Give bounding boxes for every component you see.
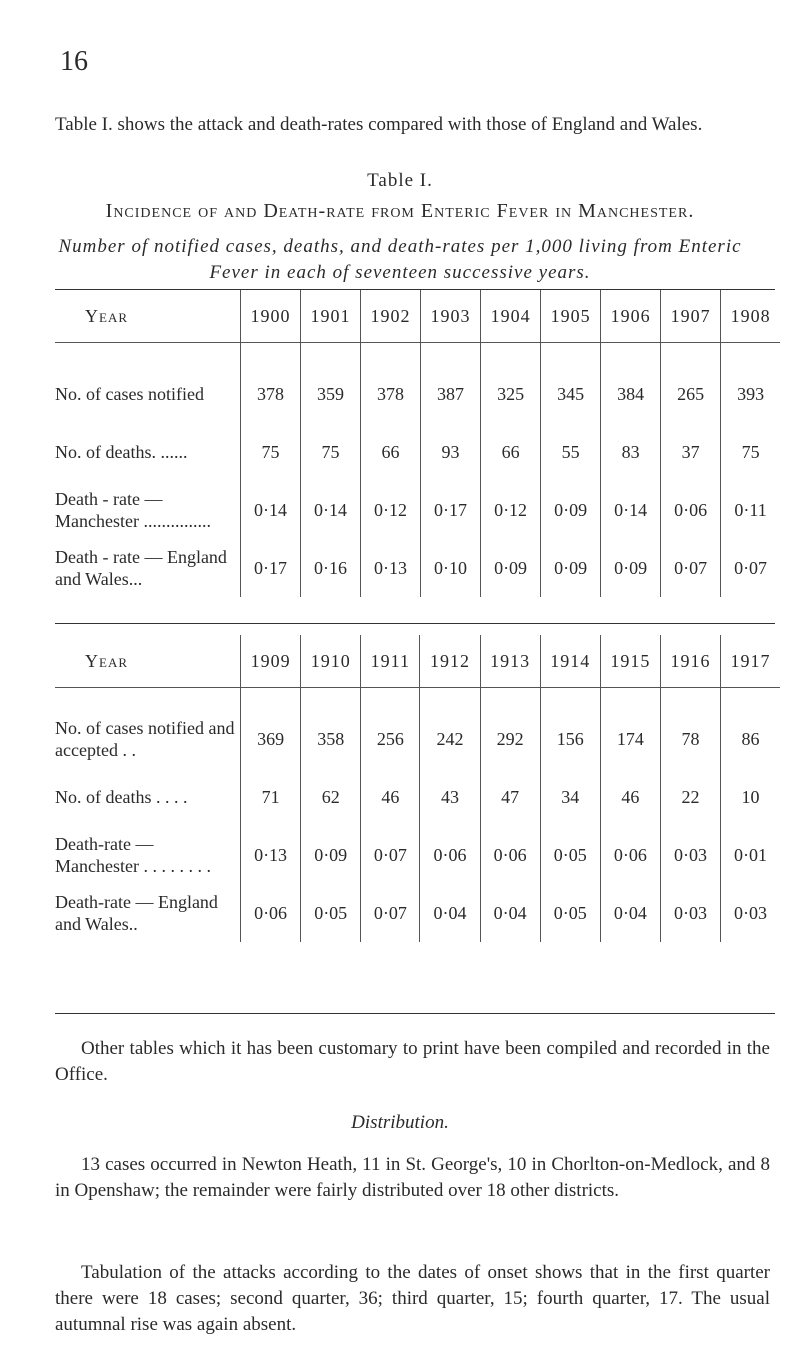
year-column: 1906 [601,290,661,343]
table-cell: 0·05 [540,826,600,884]
distribution-heading: Distribution. [351,1112,449,1133]
row-label: Death-rate — England and Wales.. [55,892,218,934]
table-cell: 62 [301,768,361,826]
table-cell: 358 [301,688,361,769]
table-cell: 0·04 [420,884,480,942]
table-cell: 47 [480,768,540,826]
table-cell: 0·07 [661,539,721,597]
table-cell: 0·14 [241,481,301,539]
table-cell: 75 [721,423,780,481]
table-cell: 0·03 [660,884,720,942]
table-cell: 37 [661,423,721,481]
table-row [55,768,780,826]
table-cell: 0·13 [361,539,421,597]
table-cell: 384 [601,343,661,424]
year-column: 1915 [600,635,660,688]
row-label: Death - rate — Manchester ............... [55,489,211,531]
table-row [55,343,780,424]
year-column: 1908 [721,290,780,343]
table-cell: 242 [420,688,480,769]
table-cell: 387 [421,343,481,424]
table-cell: 43 [420,768,480,826]
table-cell: 0·12 [481,481,541,539]
table-row [55,481,780,539]
table-cell: 0·12 [361,481,421,539]
table-cell: 0·03 [721,884,780,942]
table-cell: 46 [600,768,660,826]
table-cell: 93 [421,423,481,481]
table-cell: 0·14 [301,481,361,539]
table-cell: 0·09 [541,539,601,597]
table-row [55,826,780,884]
table-cell: 66 [481,423,541,481]
year-column: 1900 [241,290,301,343]
row-label: No. of deaths . . . . [55,787,188,807]
table-divider-rule [55,623,775,624]
year-column: 1917 [721,635,780,688]
table-cell: 0·06 [600,826,660,884]
table-subheading: Number of notified cases, deaths, and death-rates per 1,000 living from Enteric Fever in each of seventeen successive years. [58,236,742,283]
year-column: 1905 [541,290,601,343]
table-cell: 0·06 [420,826,480,884]
table-cell: 325 [481,343,541,424]
table-cell: 0·07 [361,826,420,884]
table-row [55,688,780,769]
year-column: 1913 [480,635,540,688]
year-column: 1903 [421,290,481,343]
table-header-row [55,290,780,343]
year-column: 1912 [420,635,480,688]
paragraph-distribution: 13 cases occurred in Newton Heath, 11 in St. George's, 10 in Chorlton-on-Medlock, and 8 in Openshaw; the remainder were fairly distributed over 18 other districts. [55,1154,770,1201]
table-cell: 55 [541,423,601,481]
table-cell: 78 [660,688,720,769]
table-cell: 292 [480,688,540,769]
table-cell: 71 [241,768,301,826]
table-cell: 378 [361,343,421,424]
table-cell: 75 [241,423,301,481]
intro-paragraph: Table I. shows the attack and death-rates compared with those of England and Wales. [55,114,703,135]
table-cell: 46 [361,768,420,826]
year-column: 1909 [241,635,301,688]
table-cell: 0·07 [721,539,780,597]
table-cell: 66 [361,423,421,481]
enteric-table-1909-1917 [55,635,780,942]
table-cell: 0·10 [421,539,481,597]
table-cell: 0·09 [601,539,661,597]
table-row [55,539,780,597]
table-cell: 0·11 [721,481,780,539]
table-cell: 156 [540,688,600,769]
row-label: Death - rate — England and Wales... [55,547,227,589]
table-cell: 265 [661,343,721,424]
table-cell: 0·16 [301,539,361,597]
table-cell: 0·17 [421,481,481,539]
table-cell: 0·05 [301,884,361,942]
table-cell: 345 [541,343,601,424]
table-bottom-rule [55,1013,775,1014]
table-cell: 75 [301,423,361,481]
table-cell: 0·17 [241,539,301,597]
table-cell: 378 [241,343,301,424]
table-cell: 0·04 [600,884,660,942]
paragraph-other-tables: Other tables which it has been customary to print have been compiled and recorded in the Office. [55,1038,770,1085]
table-cell: 10 [721,768,780,826]
table-cell: 86 [721,688,780,769]
year-column: 1911 [361,635,420,688]
year-column: 1914 [540,635,600,688]
table-cell: 359 [301,343,361,424]
table-cell: 83 [601,423,661,481]
table-cell: 393 [721,343,780,424]
table-cell: 0·09 [301,826,361,884]
table-cell: 0·13 [241,826,301,884]
table-cell: 0·04 [480,884,540,942]
table-row [55,423,780,481]
year-column: 1901 [301,290,361,343]
enteric-table-1900-1908 [55,290,780,597]
year-column: 1916 [660,635,720,688]
table-heading: Incidence of and Death-rate from Enteric Fever in Manchester. [105,200,695,222]
year-header: Year [55,635,241,688]
table-header-row [55,635,780,688]
table-cell: 174 [600,688,660,769]
row-label: No. of deaths. ...... [55,442,188,462]
table-cell: 0·09 [481,539,541,597]
table-cell: 22 [660,768,720,826]
table-cell: 0·06 [480,826,540,884]
year-column: 1904 [481,290,541,343]
table-row [55,884,780,942]
table-cell: 0·01 [721,826,780,884]
table-cell: 0·09 [541,481,601,539]
year-column: 1902 [361,290,421,343]
year-column: 1910 [301,635,361,688]
row-label: No. of cases notified and accepted . . [55,718,235,760]
page-number: 16 [60,46,88,77]
paragraph-tabulation: Tabulation of the attacks according to the dates of onset shows that in the first quarter there were 18 cases; second quarter, 36; third quarter, 15; fourth quarter, 17. The usual autumnal rise was again absent. [55,1262,770,1335]
table-cell: 0·06 [661,481,721,539]
table-cell: 0·06 [241,884,301,942]
table-cell: 0·03 [660,826,720,884]
row-label: No. of cases notified [55,384,204,404]
table-cell: 0·14 [601,481,661,539]
year-column: 1907 [661,290,721,343]
table-cell: 369 [241,688,301,769]
table-cell: 0·05 [540,884,600,942]
table-cell: 256 [361,688,420,769]
year-header: Year [55,290,241,343]
table-cell: 34 [540,768,600,826]
table-cell: 0·07 [361,884,420,942]
row-label: Death-rate — Manchester . . . . . . . . [55,834,211,876]
table-label: Table I. [367,170,433,191]
